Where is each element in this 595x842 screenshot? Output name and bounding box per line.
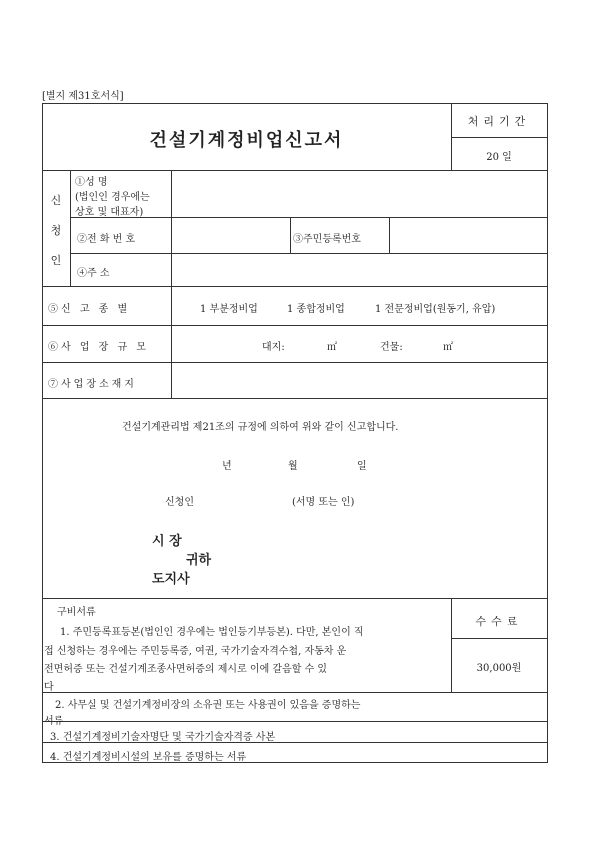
recipient-honorific: 귀하 xyxy=(186,553,212,568)
name-field[interactable] xyxy=(172,171,547,216)
report-type-option-partial[interactable]: 1 부분정비업 xyxy=(200,304,258,315)
resident-number-label: ③주민등록번호 xyxy=(293,234,361,245)
building-area-label: 건물: xyxy=(380,342,403,353)
location-field[interactable] xyxy=(172,363,547,397)
address-field[interactable] xyxy=(172,254,547,285)
applicant-section-char-3: 인 xyxy=(50,254,62,267)
frame-right xyxy=(547,103,548,762)
processing-period-value: 20 일 xyxy=(486,152,512,163)
document-item-1-line-4: 다 xyxy=(44,682,54,693)
processing-period-label: 처리기간 xyxy=(467,115,531,128)
date-year: 년 xyxy=(222,461,232,472)
form-title: 건설기계정비업신고서 xyxy=(149,130,344,151)
applicant-signature-label: 신청인 xyxy=(165,497,194,508)
date-month: 월 xyxy=(288,461,298,472)
scale-label: ⑥사 업 장 규 모 xyxy=(48,342,150,353)
fee-label: 수수료 xyxy=(475,615,523,628)
address-label: ④주 소 xyxy=(77,268,110,279)
frame-top xyxy=(42,103,548,104)
document-item-1-line-3: 전면허증 또는 건설기계조종사면허증의 제시로 이에 갈음할 수 있 xyxy=(44,664,328,675)
document-item-2-line-1: 2. 사무실 및 건설기계정비장의 소유권 또는 사용권이 있음을 증명하는 xyxy=(55,700,361,711)
document-item-4: 4. 건설기계정비시설의 보유를 증명하는 서류 xyxy=(50,752,247,763)
document-item-1-line-2: 접 신청하는 경우에는 주민등록증, 여권, 국가기술자격수첩, 자동차 운 xyxy=(44,646,347,657)
resident-number-field[interactable] xyxy=(390,218,546,252)
land-area-unit: ㎡ xyxy=(327,342,337,353)
report-type-option-comprehensive[interactable]: 1 종합정비업 xyxy=(287,304,345,315)
fee-value: 30,000원 xyxy=(476,663,522,674)
declaration-statement: 건설기계관리법 제21조의 규정에 의하여 위와 같이 신고합니다. xyxy=(122,422,399,433)
land-area-label: 대지: xyxy=(262,342,285,353)
report-type-option-specialized[interactable]: 1 전문정비업(원동기, 유압) xyxy=(375,304,496,315)
report-type-label: ⑤신 고 종 별 xyxy=(48,304,131,315)
document-item-3: 3. 건설기계정비기술자명단 및 국가기술자격증 사본 xyxy=(50,732,276,743)
form-number: [별지 제31호서식] xyxy=(42,91,124,102)
documents-heading: 구비서류 xyxy=(57,607,96,618)
location-label: ⑦사업장소재지 xyxy=(48,379,137,390)
name-label: ①성 명 xyxy=(75,177,108,188)
document-item-1-line-1: 1. 주민등록표등본(법인인 경우에는 법인등기부등본). 다만, 본인이 직 xyxy=(60,627,364,638)
applicant-section-char-1: 신 xyxy=(50,194,62,207)
applicant-section-char-2: 청 xyxy=(50,224,62,237)
date-day: 일 xyxy=(357,461,367,472)
phone-field[interactable] xyxy=(172,218,289,252)
document-item-2-line-2: 서류 xyxy=(44,716,64,727)
building-area-unit: ㎡ xyxy=(443,342,453,353)
signature-note: (서명 또는 인) xyxy=(292,497,355,508)
recipient-mayor: 시 장 xyxy=(152,534,182,549)
name-label-note-2: 상호 및 대표자) xyxy=(75,207,144,218)
name-label-note-1: (법인인 경우에는 xyxy=(75,192,150,203)
recipient-governor: 도지사 xyxy=(152,572,190,587)
phone-label: ②전 화 번 호 xyxy=(77,234,136,245)
